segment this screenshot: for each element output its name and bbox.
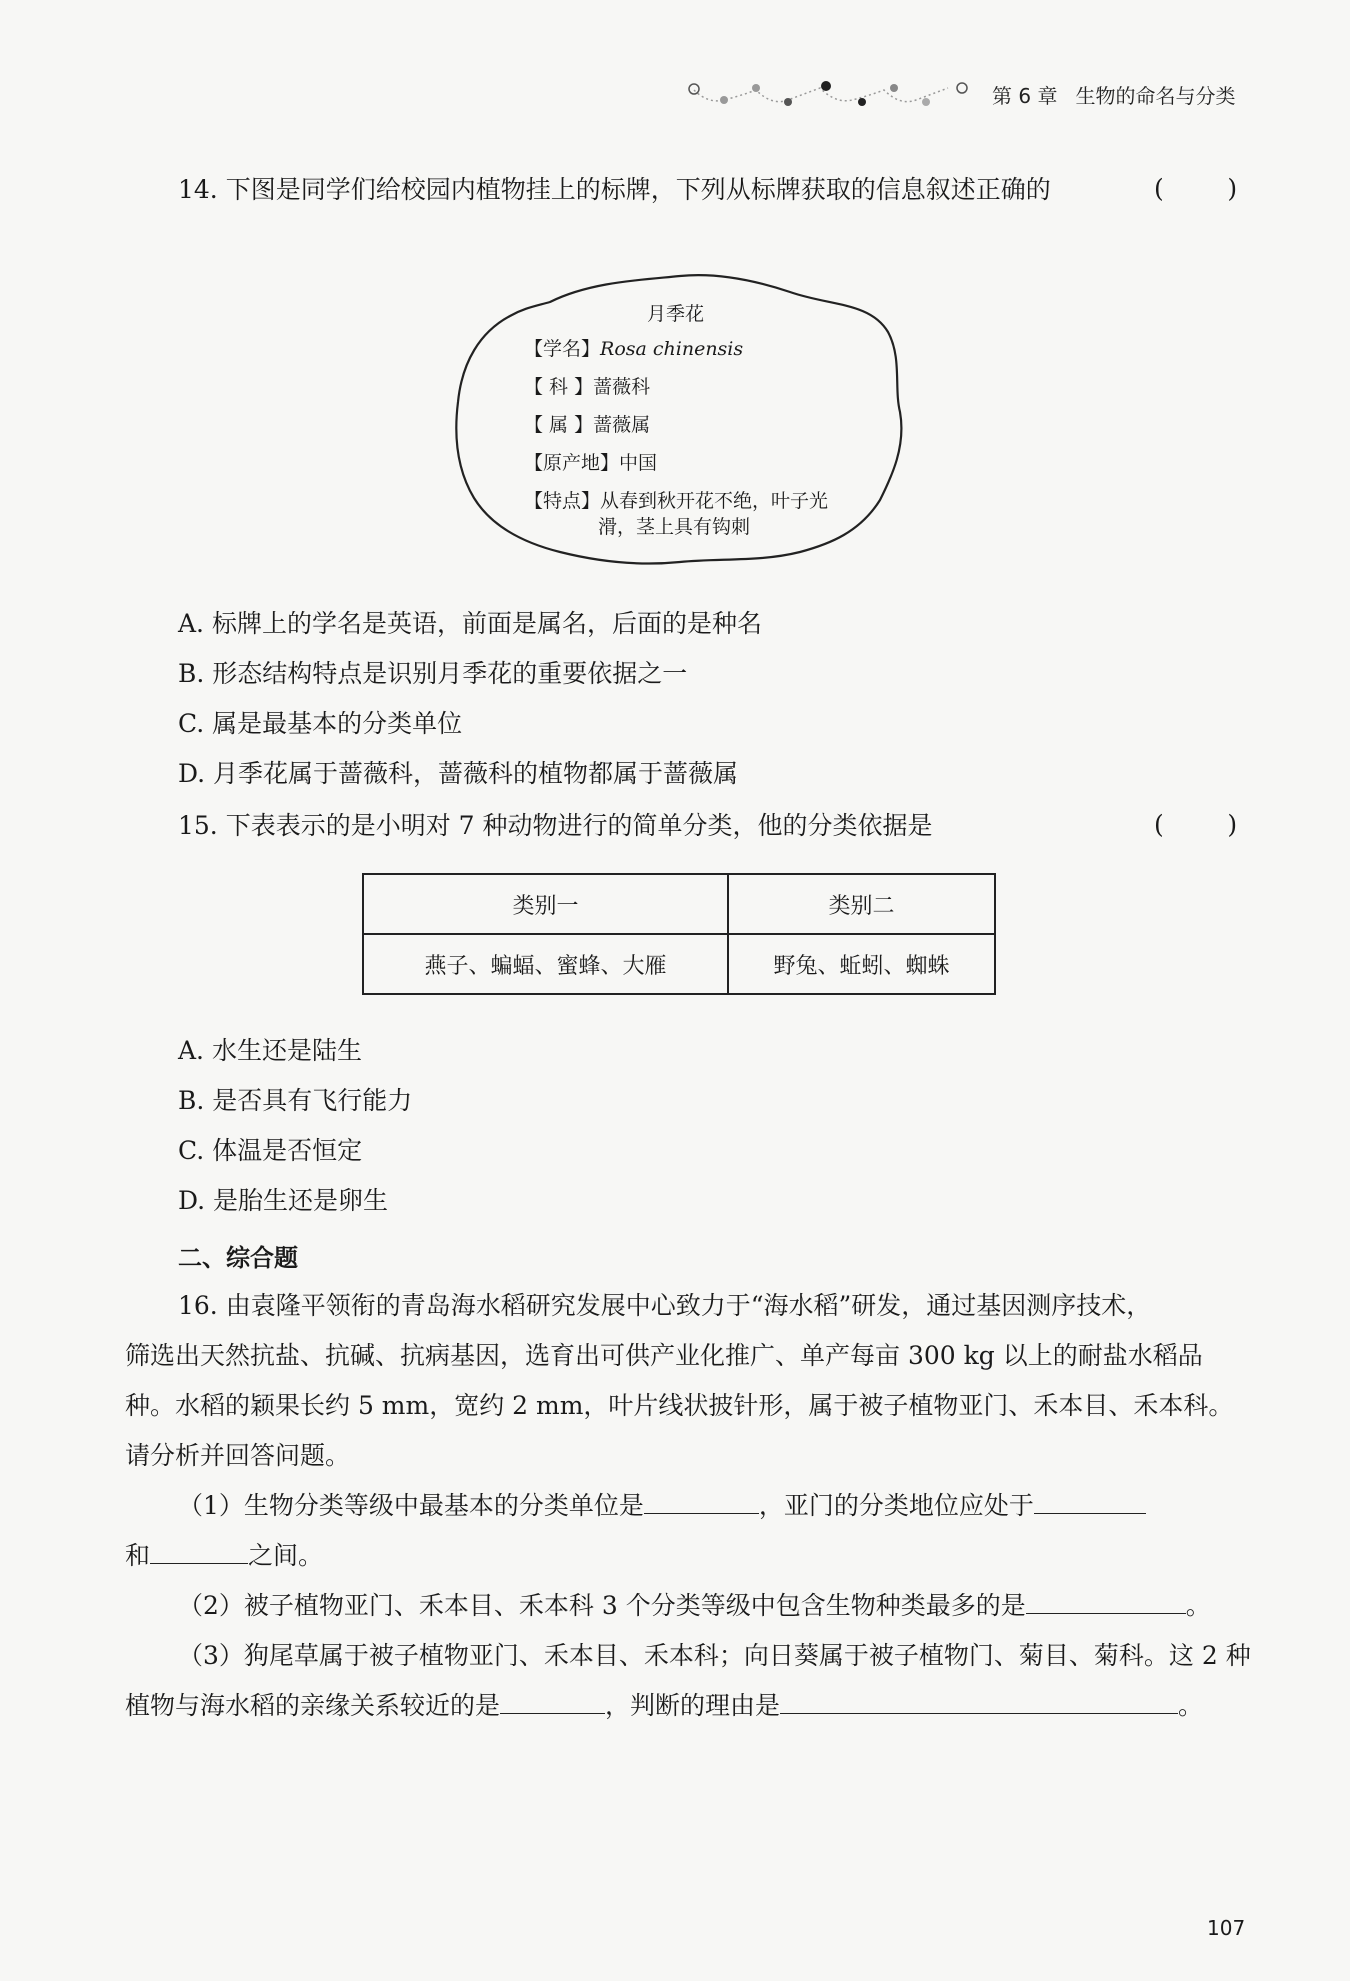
sign-family: 【 科 】蔷薇科	[524, 376, 651, 398]
sign-title: 月季花	[647, 303, 705, 325]
q16-paragraph-line-1: 16. 由袁隆平领衔的青岛海水稻研究发展中心致力于“海水稻”研发，通过基因测序技术，	[178, 1291, 1152, 1320]
q16-s2-text-b: 。	[1185, 1591, 1211, 1620]
q15-option-a: A. 水生还是陆生	[178, 1036, 362, 1065]
q16-s1-text-b: ，亚门的分类地位应处于	[758, 1491, 1034, 1520]
q16-subquestion-2	[178, 1590, 1211, 1623]
q16-s1-text-a: （1）生物分类等级中最基本的分类单位是	[178, 1491, 644, 1520]
q16-paragraph-line-4: 请分析并回答问题。	[125, 1441, 351, 1470]
q15-option-b: B. 是否具有飞行能力	[178, 1086, 413, 1115]
sign-origin: 【原产地】中国	[524, 452, 658, 474]
animal-classification-table	[362, 873, 996, 995]
sign-scientific-name	[524, 334, 743, 361]
table-cell: 燕子、蝙蝠、蜜蜂、大雁	[363, 934, 728, 994]
table-header-row	[363, 874, 995, 934]
q14-answer-paren: ( )	[1154, 174, 1238, 203]
sign-genus: 【 属 】蔷薇属	[524, 414, 651, 436]
q16-subquestion-3: （3）狗尾草属于被子植物亚门、禾本目、禾本科；向日葵属于被子植物门、菊目、菊科。这 2 种	[178, 1641, 1251, 1670]
q16-s3-text-d: 。	[1178, 1691, 1204, 1720]
q16-paragraph-line-3: 种。水稻的颖果长约 5 mm，宽约 2 mm，叶片线状披针形，属于被子植物亚门、禾本目、禾本科。	[125, 1391, 1234, 1420]
sign-feature-2: 滑，茎上具有钩刺	[598, 516, 751, 538]
q16-subquestion-3-cont	[125, 1690, 1203, 1723]
page-number: 107	[1207, 1916, 1246, 1940]
answer-blank[interactable]	[644, 1491, 759, 1514]
answer-blank[interactable]	[1034, 1491, 1146, 1514]
q15-option-c: C. 体温是否恒定	[178, 1136, 363, 1165]
q16-subquestion-1-cont	[125, 1540, 323, 1573]
header-decoration	[686, 78, 976, 112]
table-row	[363, 934, 995, 994]
q16-s1-text-c: 和	[125, 1541, 151, 1570]
q15-option-d: D. 是胎生还是卵生	[178, 1186, 389, 1215]
chapter-number: 第 6 章	[992, 84, 1058, 108]
q14-option-c: C. 属是最基本的分类单位	[178, 709, 463, 738]
q14-stem: 14. 下图是同学们给校园内植物挂上的标牌，下列从标牌获取的信息叙述正确的	[178, 175, 1051, 204]
sign-sci-label: 【学名】	[524, 338, 601, 360]
q14-option-a: A. 标牌上的学名是英语，前面是属名，后面的是种名	[178, 609, 762, 638]
table-cell: 野兔、蚯蚓、蜘蛛	[728, 934, 995, 994]
chapter-header	[992, 80, 1235, 109]
answer-blank[interactable]	[1026, 1591, 1186, 1614]
q15-answer-paren: ( )	[1154, 810, 1238, 839]
answer-blank[interactable]	[780, 1691, 1178, 1714]
q16-s2-text-a: （2）被子植物亚门、禾本目、禾本科 3 个分类等级中包含生物种类最多的是	[178, 1591, 1026, 1620]
answer-blank[interactable]	[150, 1541, 248, 1564]
chapter-title: 生物的命名与分类	[1075, 84, 1236, 108]
q16-s3-text-c: ，判断的理由是	[605, 1691, 781, 1720]
sign-sci-name: Rosa chinensis	[600, 338, 744, 360]
table-header-cell: 类别二	[728, 874, 995, 934]
q16-subquestion-1	[178, 1490, 1146, 1523]
q16-s1-text-d: 之间。	[248, 1541, 324, 1570]
sign-feature-1: 【特点】从春到秋开花不绝，叶子光	[524, 490, 829, 512]
section-heading: 二、综合题	[178, 1244, 298, 1272]
table-header-cell: 类别一	[363, 874, 728, 934]
q16-s3-text-b: 植物与海水稻的亲缘关系较近的是	[125, 1691, 501, 1720]
answer-blank[interactable]	[500, 1691, 605, 1714]
q14-option-b: B. 形态结构特点是识别月季花的重要依据之一	[178, 659, 688, 688]
q14-option-d: D. 月季花属于蔷薇科，蔷薇科的植物都属于蔷薇属	[178, 759, 739, 788]
q15-stem: 15. 下表表示的是小明对 7 种动物进行的简单分类，他的分类依据是	[178, 811, 933, 840]
q16-paragraph-line-2: 筛选出天然抗盐、抗碱、抗病基因，选育出可供产业化推广、单产每亩 300 kg 以上的耐盐水稻品	[125, 1341, 1203, 1370]
